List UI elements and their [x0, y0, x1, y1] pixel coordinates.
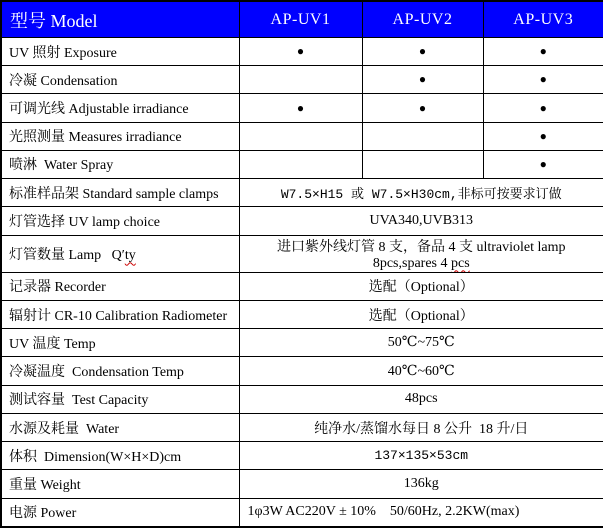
spec-value: [239, 235, 603, 272]
header-model-label: 型号 Model: [1, 1, 239, 38]
spec-value: 纯净水/蒸馏水每日 8 公升 18 升/日: [239, 413, 603, 441]
table-row-uv-temp: [1, 329, 603, 357]
spec-value: 选配（Optional）: [239, 301, 603, 329]
spec-value: 137×135×53cm: [239, 442, 603, 470]
spec-value: 48pcs: [239, 385, 603, 413]
bullet-cell-apuv3: ●: [483, 122, 603, 150]
table-row-radiometer: [1, 301, 603, 329]
table-row-power: [1, 498, 603, 527]
spec-label-text: 灯管数量 Lamp Q′: [9, 247, 125, 263]
table-row-test-capacity: [1, 385, 603, 413]
table-row-recorder: [1, 272, 603, 300]
bullet-cell-apuv3: ●: [483, 66, 603, 94]
spec-label: 灯管选择 UV lamp choice: [1, 207, 239, 235]
spec-value-text: 进口紫外线灯管 8 支，备品 4 支 ultraviolet lamp 8pcs,spares 4: [276, 239, 570, 271]
spec-label: UV 温度 Temp: [1, 329, 239, 357]
spec-label: 可调光线 Adjustable irradiance: [1, 94, 239, 122]
spec-value: W7.5×H15 或 W7.5×H30cm,非标可按要求订做: [239, 179, 603, 207]
table-row-measures-irradiance: [1, 122, 603, 150]
table-row-dimension: [1, 442, 603, 470]
spec-table-header: [1, 1, 603, 38]
spec-label: 重量 Weight: [1, 470, 239, 498]
bullet-cell-apuv2: [362, 122, 483, 150]
bullet-cell-apuv2: [362, 150, 483, 178]
table-row-uv-exposure: [1, 38, 603, 66]
bullet-cell-apuv1: ●: [239, 38, 362, 66]
spec-label: 测试容量 Test Capacity: [1, 385, 239, 413]
table-row-condensation: [1, 66, 603, 94]
table-row-adjustable-irradiance: [1, 94, 603, 122]
spec-label: [1, 235, 239, 272]
table-row-water-spray: [1, 150, 603, 178]
table-row-condensation-temp: [1, 357, 603, 385]
spec-label: 电源 Power: [1, 498, 239, 527]
spec-value: 50℃~75℃: [239, 329, 603, 357]
table-row-water: [1, 413, 603, 441]
bullet-cell-apuv1: [239, 122, 362, 150]
spec-value: 1φ3W AC220V ± 10% 50/60Hz, 2.2KW(max): [239, 498, 603, 527]
table-row-weight: [1, 470, 603, 498]
bullet-cell-apuv3: ●: [483, 94, 603, 122]
table-row-lamp-qty: [1, 235, 603, 272]
bullet-cell-apuv3: ●: [483, 150, 603, 178]
spec-value: 选配（Optional）: [239, 272, 603, 300]
spec-value: 136kg: [239, 470, 603, 498]
bullet-cell-apuv1: ●: [239, 94, 362, 122]
header-model-apuv3: AP-UV3: [483, 1, 603, 38]
spec-label: 体积 Dimension(W×H×D)cm: [1, 442, 239, 470]
table-row-lamp-choice: [1, 207, 603, 235]
bullet-cell-apuv3: ●: [483, 38, 603, 66]
spec-label: 标准样品架 Standard sample clamps: [1, 179, 239, 207]
bullet-cell-apuv2: ●: [362, 94, 483, 122]
spec-label: 冷凝 Condensation: [1, 66, 239, 94]
header-model-apuv2: AP-UV2: [362, 1, 483, 38]
header-row: [1, 1, 603, 38]
bullet-cell-apuv2: ●: [362, 38, 483, 66]
spec-value: UVA340,UVB313: [239, 207, 603, 235]
spec-label: UV 照射 Exposure: [1, 38, 239, 66]
spellcheck-wavy-text: ty: [124, 247, 136, 263]
spec-label: 水源及耗量 Water: [1, 413, 239, 441]
spec-table-body: [1, 38, 603, 528]
spec-label: 光照测量 Measures irradiance: [1, 122, 239, 150]
bullet-cell-apuv1: [239, 150, 362, 178]
spellcheck-wavy-text: pcs: [450, 255, 470, 271]
spec-label: 记录器 Recorder: [1, 272, 239, 300]
table-row-sample-clamps: [1, 179, 603, 207]
header-model-apuv1: AP-UV1: [239, 1, 362, 38]
bullet-cell-apuv2: ●: [362, 66, 483, 94]
spec-label: 冷凝温度 Condensation Temp: [1, 357, 239, 385]
spec-label: 喷淋 Water Spray: [1, 150, 239, 178]
spec-label: 辐射计 CR-10 Calibration Radiometer: [1, 301, 239, 329]
bullet-cell-apuv1: [239, 66, 362, 94]
spec-value: 40℃~60℃: [239, 357, 603, 385]
